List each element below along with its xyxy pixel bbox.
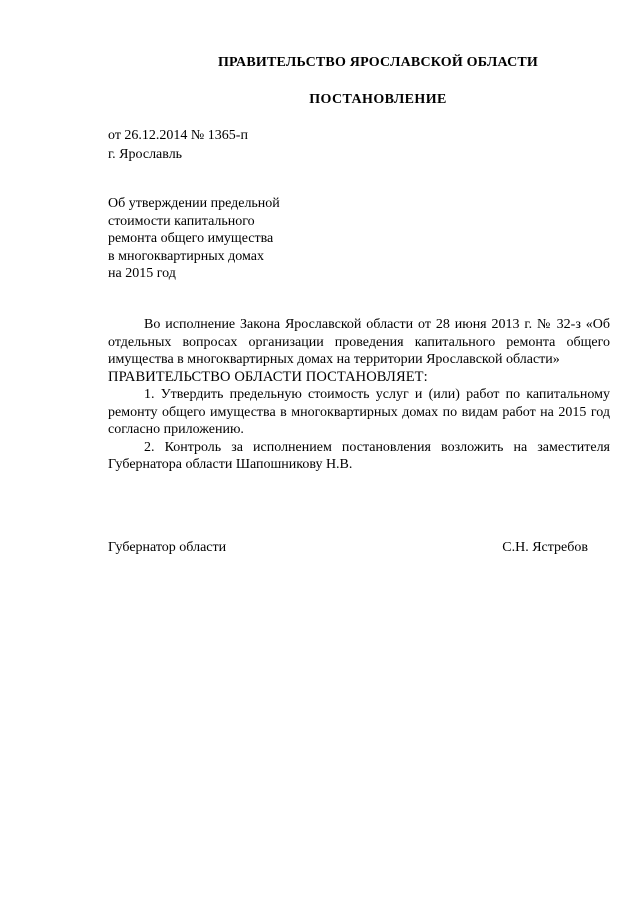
signature-block bbox=[108, 540, 588, 556]
subject-block bbox=[108, 195, 308, 283]
item-2-paragraph: 2. Контроль за исполнением постановления возложить на заместителя Губернатора области Шапошникову Н.В. bbox=[108, 439, 610, 472]
document-type-title: ПОСТАНОВЛЕНИЕ bbox=[309, 92, 447, 107]
city: г. Ярославль bbox=[108, 147, 183, 162]
subject-line: в многоквартирных домах bbox=[108, 248, 264, 264]
item-1-paragraph: 1. Утвердить предельную стоимость услуг и (или) работ по капитальному ремонту общего имущества в многоквартирных домах по видам работ на 2015 год согласно приложению. bbox=[108, 387, 610, 437]
subject-line: Об утверждении предельной bbox=[108, 196, 280, 211]
body-text bbox=[108, 316, 610, 474]
date-number: от 26.12.2014 № 1365-п bbox=[108, 128, 248, 143]
subject-line: на 2015 год bbox=[108, 266, 176, 281]
signatory-position: Губернатор области bbox=[108, 540, 227, 555]
decision-heading: ПРАВИТЕЛЬСТВО ОБЛАСТИ ПОСТАНОВЛЯЕТ: bbox=[108, 368, 428, 385]
signatory-name: С.Н. Ястребов bbox=[502, 540, 588, 555]
organization-title: ПРАВИТЕЛЬСТВО ЯРОСЛАВСКОЙ ОБЛАСТИ bbox=[217, 55, 539, 70]
preamble-paragraph: Во исполнение Закона Ярославской области от 28 июня 2013 г. № 32-з «Об отдельных вопросах организации проведения капитального ремонта общего имущества в многоквартирных домах на территории Ярославской области» bbox=[108, 317, 610, 367]
subject-line: ремонта общего имущества bbox=[108, 231, 274, 246]
subject-line: стоимости капитального bbox=[108, 213, 255, 229]
